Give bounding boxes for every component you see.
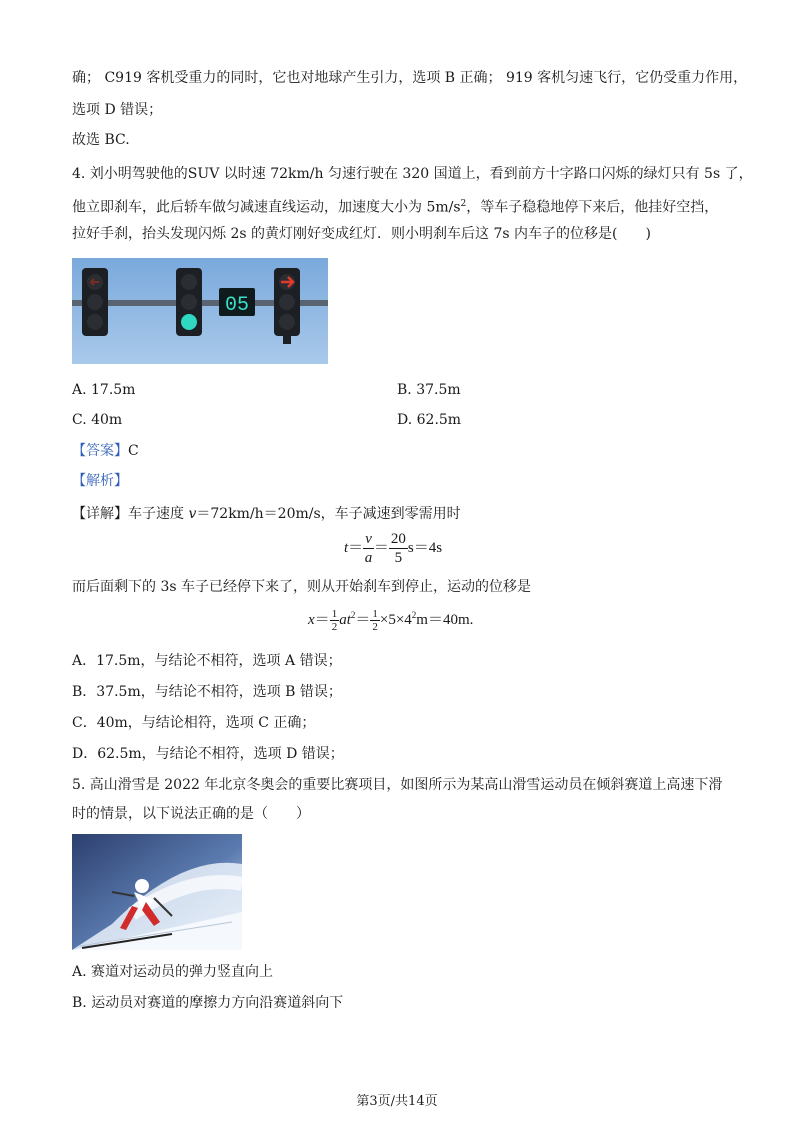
fraction-20-over-5: [389, 530, 408, 567]
option-b: B. 37.5m: [397, 382, 461, 398]
formula-result: s＝4s: [407, 539, 443, 556]
fraction-v-over-a: [363, 530, 374, 567]
numerator: 1: [372, 608, 378, 621]
question-4-text: 他立即刹车，此后轿车做匀减速直线运动，加速度大小为 5m/s: [72, 199, 461, 216]
formula-displacement: [308, 608, 473, 633]
answer-tag: 【答案】: [72, 443, 128, 459]
analysis-line: [72, 471, 128, 491]
formula-product: ×5×4: [379, 612, 412, 628]
countdown-display: 05: [224, 294, 250, 317]
question-4-line: [72, 194, 718, 218]
detail-line: [72, 504, 461, 524]
superscript: 2: [411, 610, 417, 620]
text-line: 而后面剩下的 3s 车子已经停下来了，则从开始刹车到停止，运动的位移是: [72, 579, 531, 595]
denominator: 2: [331, 621, 338, 634]
fraction-half: [370, 608, 380, 633]
option-a: A. 17.5m: [72, 382, 136, 398]
variable-x: x: [308, 612, 315, 628]
formula-time: [344, 530, 442, 567]
variable-t: t: [344, 539, 349, 556]
traffic-light-image: [72, 258, 328, 364]
equals: ＝: [355, 612, 371, 628]
question-4-line: 拉好手刹，抬头发现闪烁 2s 的黄灯刚好变成红灯．则小明刹车后这 7s 内车子的位移是( ): [72, 226, 651, 242]
answer-line: [72, 441, 139, 461]
formula-result: m＝40m.: [416, 612, 474, 628]
equals: ＝: [348, 539, 364, 556]
fraction-half: [330, 608, 340, 633]
page-footer: 第3页/共14页: [356, 1094, 438, 1109]
option-a: A. 赛道对运动员的弹力竖直向上: [72, 964, 274, 980]
detail-text: ＝72km/h＝20m/s，车子减速到零需用时: [196, 506, 461, 522]
analysis-tag: 【解析】: [72, 473, 128, 489]
text-line: 确； C919 客机受重力的同时，它也对地球产生引力，选项 B 正确； 919 客机匀速飞行，它仍受重力作用，: [72, 70, 748, 86]
denominator: 2: [372, 621, 378, 634]
check-b: B．37.5m，与结论不相符，选项 B 错误；: [72, 684, 342, 700]
variable-v: v: [188, 506, 197, 522]
superscript: 2: [460, 199, 467, 209]
equals: ＝: [314, 612, 330, 628]
text-line: 选项 D 错误；: [72, 102, 163, 118]
detail-text: 车子速度: [128, 506, 189, 522]
question-5-line: 时的情景，以下说法正确的是（ ）: [72, 806, 310, 822]
superscript: 2: [350, 610, 356, 620]
skier-image: [72, 834, 242, 950]
denominator: 5: [394, 550, 403, 566]
numerator: 20: [390, 531, 406, 547]
detail-tag: 【详解】: [72, 506, 128, 522]
check-d: D．62.5m，与结论不相符，选项 D 错误；: [72, 746, 344, 762]
text-line: 故选 BC.: [72, 132, 130, 148]
check-c: C．40m，与结论相符，选项 C 正确；: [72, 715, 316, 731]
option-c: C. 40m: [72, 412, 123, 428]
equals: ＝: [373, 539, 389, 556]
answer-value: C: [128, 443, 139, 459]
numerator: 1: [331, 608, 338, 621]
option-d: D. 62.5m: [397, 412, 462, 428]
variable-at: at: [339, 612, 351, 628]
check-a: A．17.5m，与结论不相符，选项 A 错误；: [72, 653, 342, 669]
denominator: a: [364, 550, 373, 566]
option-b: B. 运动员对赛道的摩擦力方向沿赛道斜向下: [72, 995, 344, 1011]
numerator: v: [365, 531, 372, 547]
question-5-line: 5. 高山滑雪是 2022 年北京冬奥会的重要比赛项目，如图所示为某高山滑雪运动员在倾斜赛道上高速下滑: [72, 777, 723, 793]
question-4-text: ，等车子稳稳地停下来后，他挂好空挡，: [466, 199, 719, 216]
question-4-line: 4. 刘小明驾驶他的SUV 以时速 72km/h 匀速行驶在 320 国道上，看到前方十字路口闪烁的绿灯只有 5s 了，: [72, 166, 753, 182]
